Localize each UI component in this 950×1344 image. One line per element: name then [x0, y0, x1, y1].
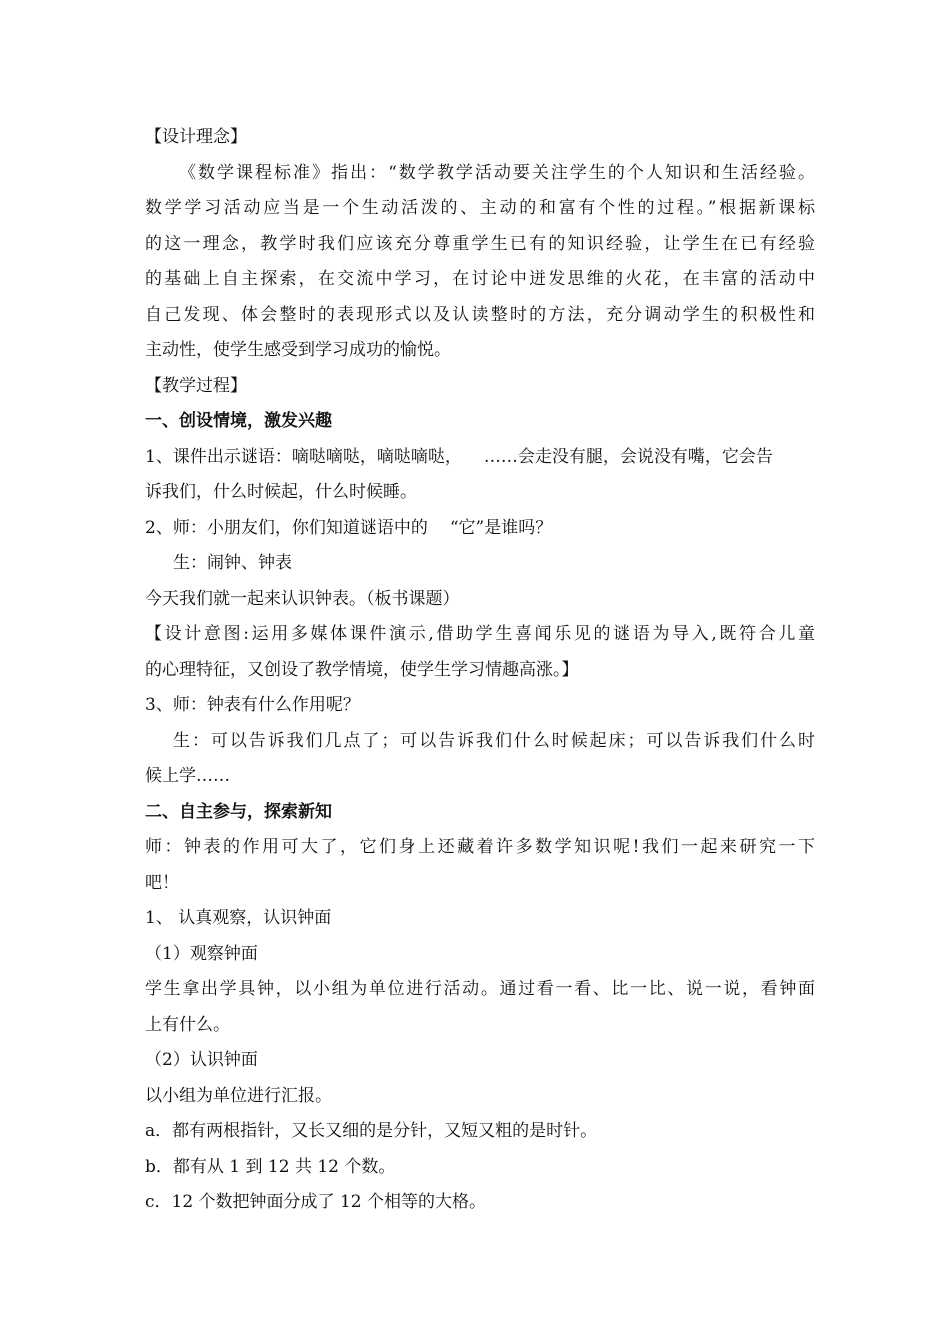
- section-1-title: 一、创设情境，激发兴趣: [145, 411, 332, 431]
- design-paragraph-line: 数学学习活动应当是一个生动活泼的、主动的和富有个性的过程。”根据新课标: [145, 198, 815, 218]
- list-item-a: a．都有两根指针，又长又细的是分针，又短又粗的是时针。: [145, 1121, 598, 1141]
- teaching-process-heading: 【教学过程】: [145, 375, 247, 396]
- question-2-line: [145, 511, 815, 547]
- teacher-line: 师：钟表的作用可大了，它们身上还藏着许多数学知识呢!我们一起来研究一下: [145, 837, 815, 857]
- design-paragraph-line: 主动性，使学生感受到学习成功的愉悦。: [145, 340, 451, 360]
- section-2-title: 二、自主参与，探索新知: [145, 801, 332, 822]
- design-paragraph-line: 的基础上自主探索，在交流中学习，在讨论中迸发思维的火花，在丰富的活动中: [145, 269, 815, 289]
- step-1-title: 1、 认真观察，认识钟面: [145, 908, 332, 928]
- design-concept-heading: 【设计理念】: [145, 127, 247, 147]
- riddle-part-2: ……会走没有腿，会说没有嘴，它会告: [483, 446, 773, 467]
- design-paragraph-line: 自己发现、体会整时的表现形式以及认读整时的方法，充分调动学生的积极性和: [145, 304, 815, 325]
- question-3: 3、师：钟表有什么作用呢？: [145, 695, 360, 715]
- design-intent-line: 【设计意图:运用多媒体课件演示,借助学生喜闻乐见的谜语为导入,既符合儿童: [145, 624, 815, 644]
- list-item-c: c．12 个数把钟面分成了 12 个相等的大格。: [145, 1192, 486, 1212]
- riddle-line-cont: 诉我们，什么时候起，什么时候睡。: [145, 482, 417, 502]
- sub-step-2-title: （2）认识钟面: [145, 1050, 258, 1070]
- answer-3-line: 生：可以告诉我们几点了；可以告诉我们什么时候起床；可以告诉我们什么时: [173, 730, 815, 751]
- today-line: 今天我们就一起来认识钟表。（板书课题）: [145, 588, 460, 609]
- design-paragraph-line: 《数学课程标准》指出：“数学教学活动要关注学生的个人知识和生活经验。: [179, 162, 815, 183]
- sub-step-1-text: 上有什么。: [145, 1014, 230, 1035]
- design-paragraph-line: 的这一理念，教学时我们应该充分尊重学生已有的知识经验，让学生在已有经验: [145, 233, 815, 254]
- riddle-part-1: 1、课件出示谜语：嘀哒嘀哒，嘀哒嘀哒，: [145, 446, 462, 467]
- sub-step-1-text: 学生拿出学具钟，以小组为单位进行活动。通过看一看、比一比、说一说，看钟面: [145, 979, 815, 999]
- question-2-part-1: 2、师：小朋友们，你们知道谜语中的: [145, 517, 428, 538]
- design-intent-line: 的心理特征，又创设了教学情境，使学生学习情趣高涨。】: [145, 659, 579, 680]
- lesson-plan-text: [145, 120, 815, 1221]
- question-2-part-2: “它”是谁吗？: [449, 517, 553, 538]
- riddle-line: [145, 440, 815, 476]
- teacher-line: 吧！: [145, 872, 179, 893]
- list-item-b: b．都有从 1 到 12 共 12 个数。: [145, 1156, 396, 1177]
- sub-step-2-text: 以小组为单位进行汇报。: [145, 1085, 332, 1106]
- answer-2: 生：闹钟、钟表: [173, 553, 292, 573]
- sub-step-1-title: （1）观察钟面: [145, 943, 258, 964]
- answer-3-line: 候上学……: [145, 766, 230, 786]
